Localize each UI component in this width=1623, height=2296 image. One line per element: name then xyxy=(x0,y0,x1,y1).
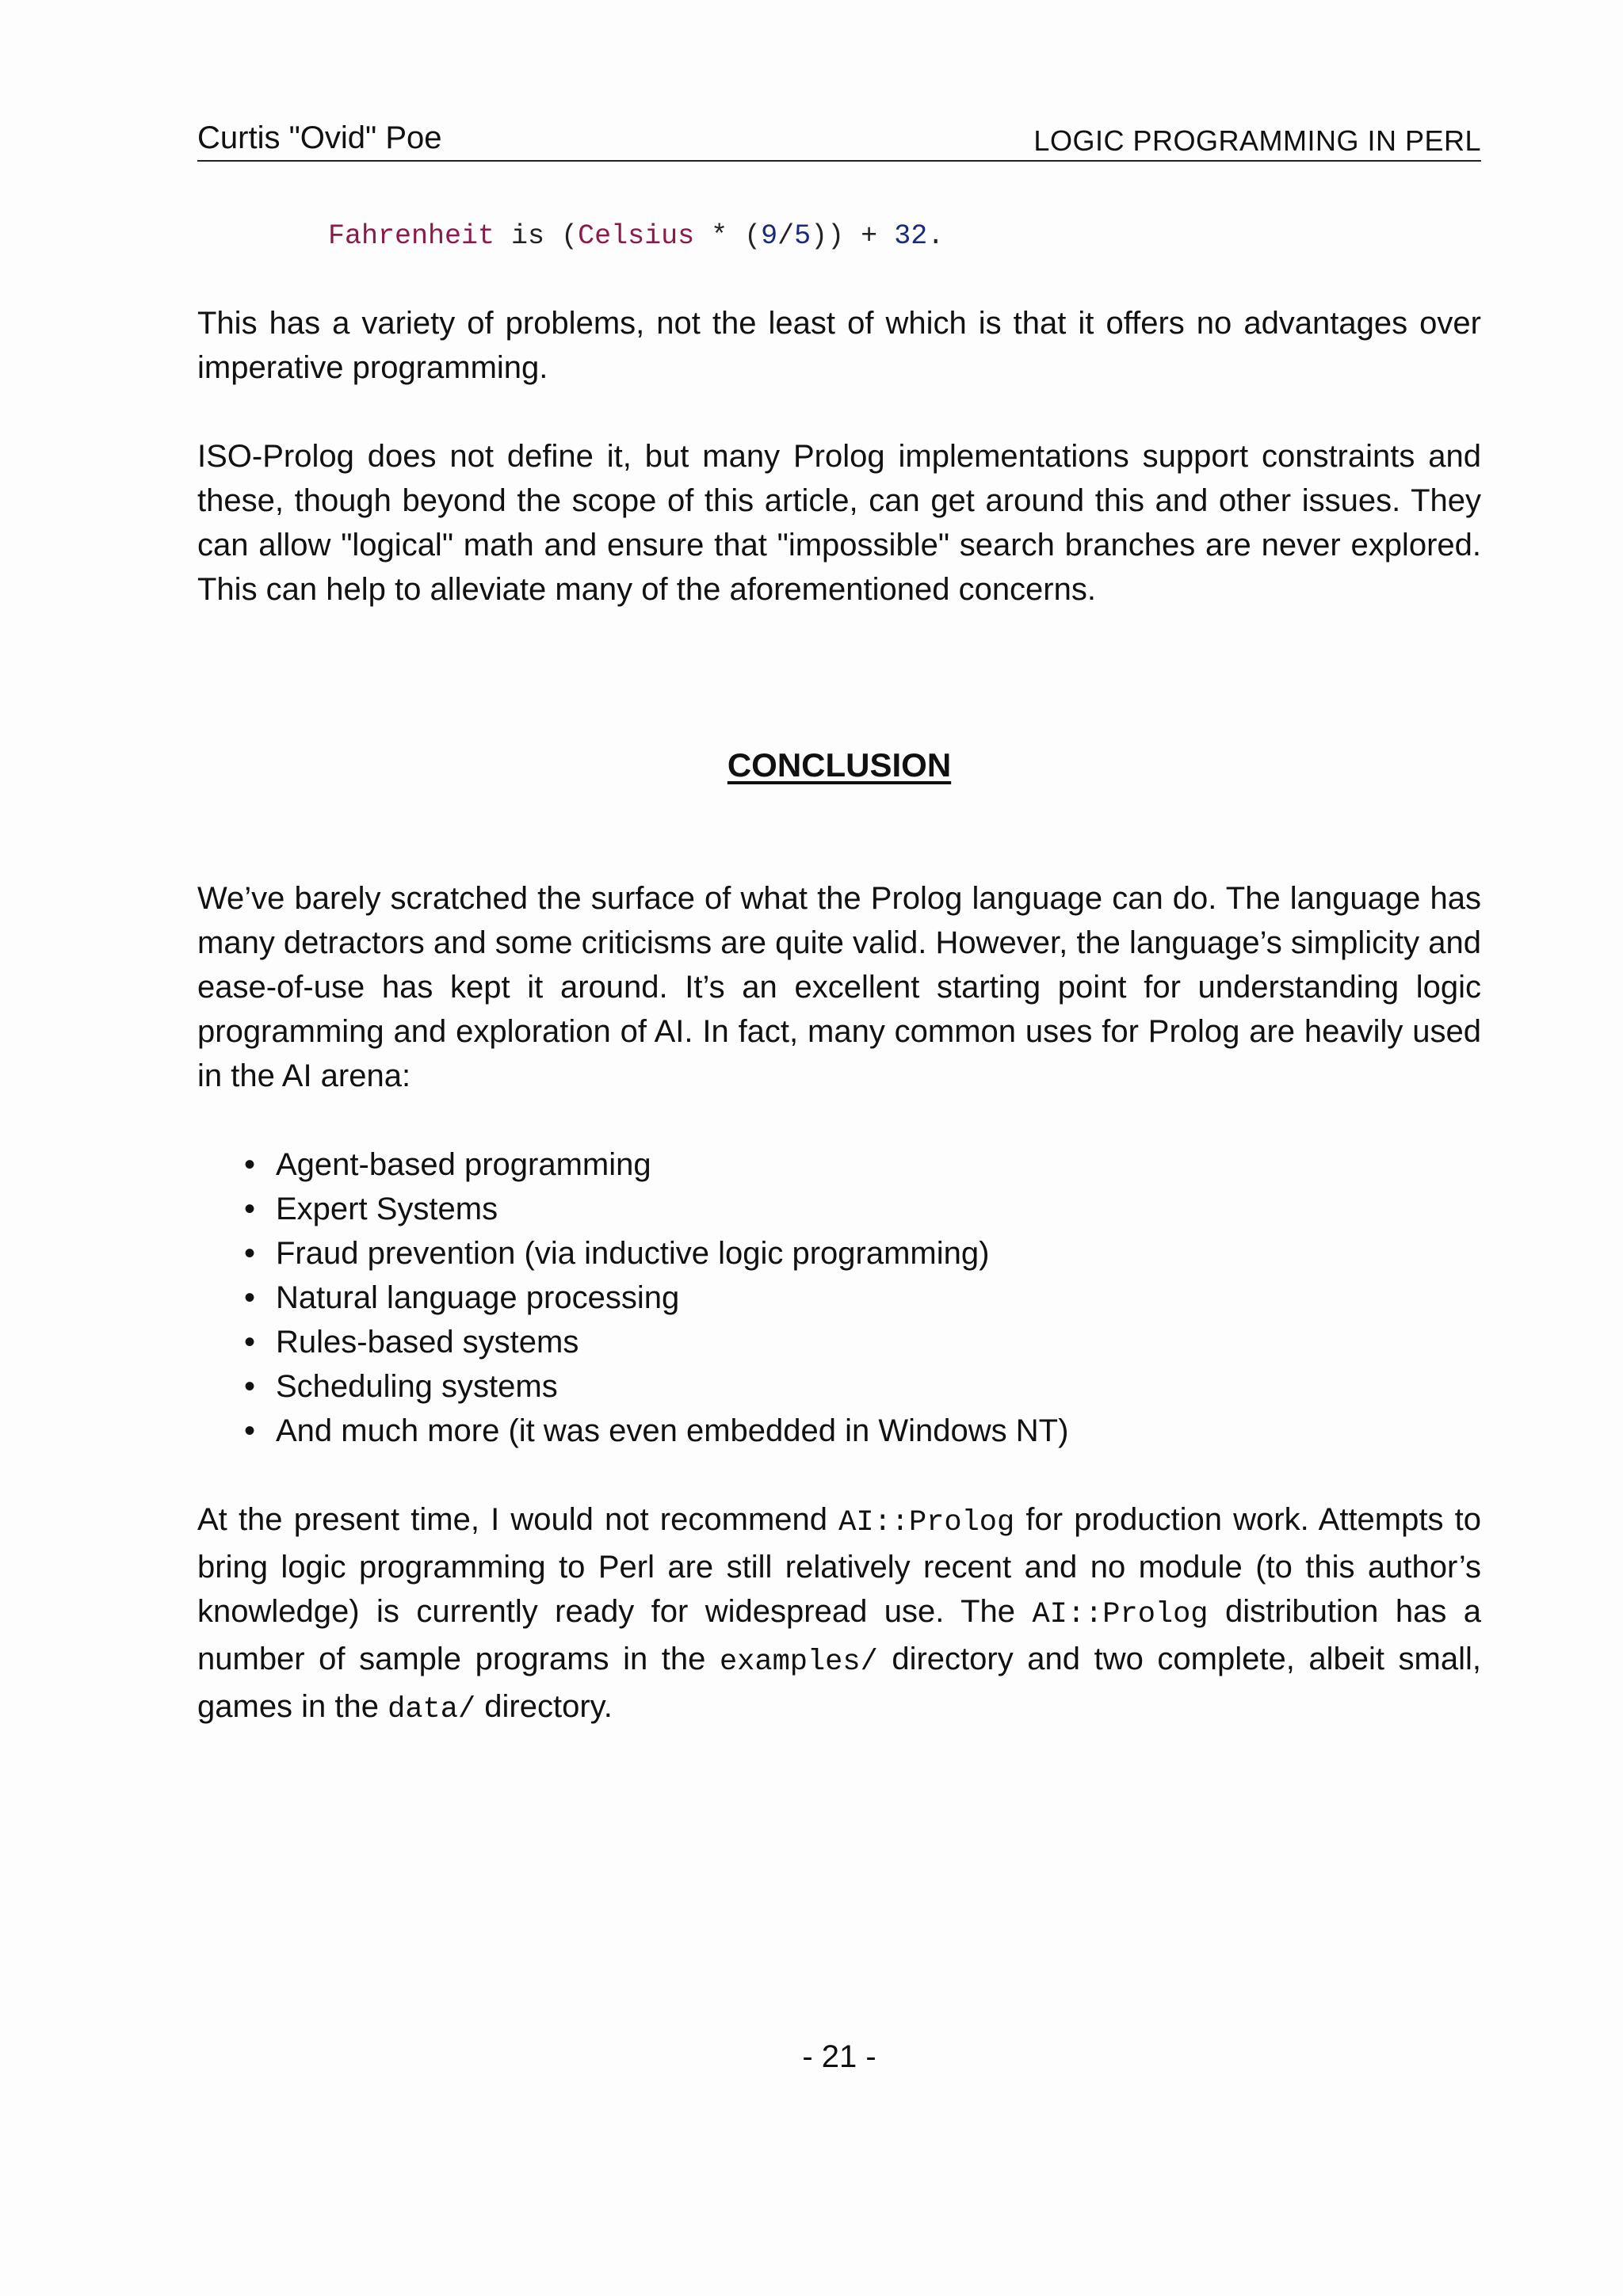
text-run: At the present time, I would not recommend xyxy=(197,1502,839,1537)
code-token: / xyxy=(777,220,795,252)
page-header xyxy=(197,116,1481,162)
code-var-celsius: Celsius xyxy=(578,220,695,252)
code-token: is ( xyxy=(495,220,579,252)
text-run: directory and two complete, albeit small, games in the xyxy=(197,1642,1481,1724)
code-token: )) + xyxy=(811,220,895,252)
list-item-text: Rules-based systems xyxy=(276,1325,579,1360)
section-heading-conclusion: CONCLUSION xyxy=(727,746,952,784)
list-item-text: Expert Systems xyxy=(276,1192,498,1226)
text-run: directory. xyxy=(475,1689,613,1724)
bullet-icon: • xyxy=(244,1280,256,1315)
list-item xyxy=(238,1142,1068,1187)
header-running-title: LOGIC PROGRAMMING IN PERL xyxy=(1033,124,1481,157)
text-run: for production work. Attempts to bring logic programming to Perl are still relatively recent and no module (to this author’s knowledge) is currently ready for widespread use. The xyxy=(197,1502,1482,1629)
list-item-text: Scheduling systems xyxy=(276,1369,558,1404)
code-var-fahrenheit: Fahrenheit xyxy=(328,220,495,252)
list-item-text: Natural language processing xyxy=(276,1280,680,1315)
code-token: . xyxy=(927,220,945,252)
list-item xyxy=(238,1364,1068,1409)
code-number: 32 xyxy=(894,220,928,252)
list-item xyxy=(238,1276,1068,1320)
header-author: Curtis "Ovid" Poe xyxy=(197,120,442,155)
list-item xyxy=(238,1409,1068,1453)
list-item xyxy=(238,1320,1068,1364)
code-number: 5 xyxy=(794,220,812,252)
list-item-text: And much more (it was even embedded in Windows NT) xyxy=(276,1413,1069,1448)
list-item xyxy=(238,1187,1068,1231)
bullet-icon: • xyxy=(244,1369,256,1404)
code-token: * ( xyxy=(694,220,762,252)
paragraph-recommendation xyxy=(197,1497,1481,1732)
code-example-fahrenheit xyxy=(328,219,944,254)
bullet-icon: • xyxy=(244,1325,256,1360)
text-run: distribution has a number of sample programs in the xyxy=(197,1594,1482,1676)
bullet-icon: • xyxy=(244,1147,256,1182)
list-item-text: Agent-based programming xyxy=(276,1147,651,1182)
bullet-icon: • xyxy=(244,1413,256,1448)
bullet-icon: • xyxy=(244,1192,256,1226)
paragraph-constraints: ISO-Prolog does not define it, but many Prolog implementations support constraints and these, though beyond the scope of this article, can get around this and other issues. They can allow "logical" math and ensure that "impossible" search branches are never explored. This can help to alleviate many of the aforementioned concerns. xyxy=(197,439,1481,607)
code-number: 9 xyxy=(761,220,778,252)
uses-list xyxy=(238,1142,1068,1453)
list-item xyxy=(238,1231,1068,1276)
inline-code-module: AI::Prolog xyxy=(838,1506,1015,1539)
paragraph-problems: This has a variety of problems, not the least of which is that it offers no advantages over imperative programming. xyxy=(197,306,1481,385)
list-item-text: Fraud prevention (via inductive logic programming) xyxy=(276,1236,990,1271)
inline-code-directory: data/ xyxy=(388,1693,476,1726)
bullet-icon: • xyxy=(244,1236,256,1271)
page-number: - 21 - xyxy=(802,2039,876,2074)
paragraph-conclusion-intro: We’ve barely scratched the surface of what the Prolog language can do. The language has many detractors and some criticisms are quite valid. However, the language’s simplicity and ease-of-use has kept it around. It’s an excellent starting point for understanding logic programming and exploration of AI. In fact, many common uses for Prolog are heavily used in the AI arena: xyxy=(197,881,1481,1093)
inline-code-directory: examples/ xyxy=(719,1646,878,1679)
inline-code-module: AI::Prolog xyxy=(1032,1598,1209,1631)
